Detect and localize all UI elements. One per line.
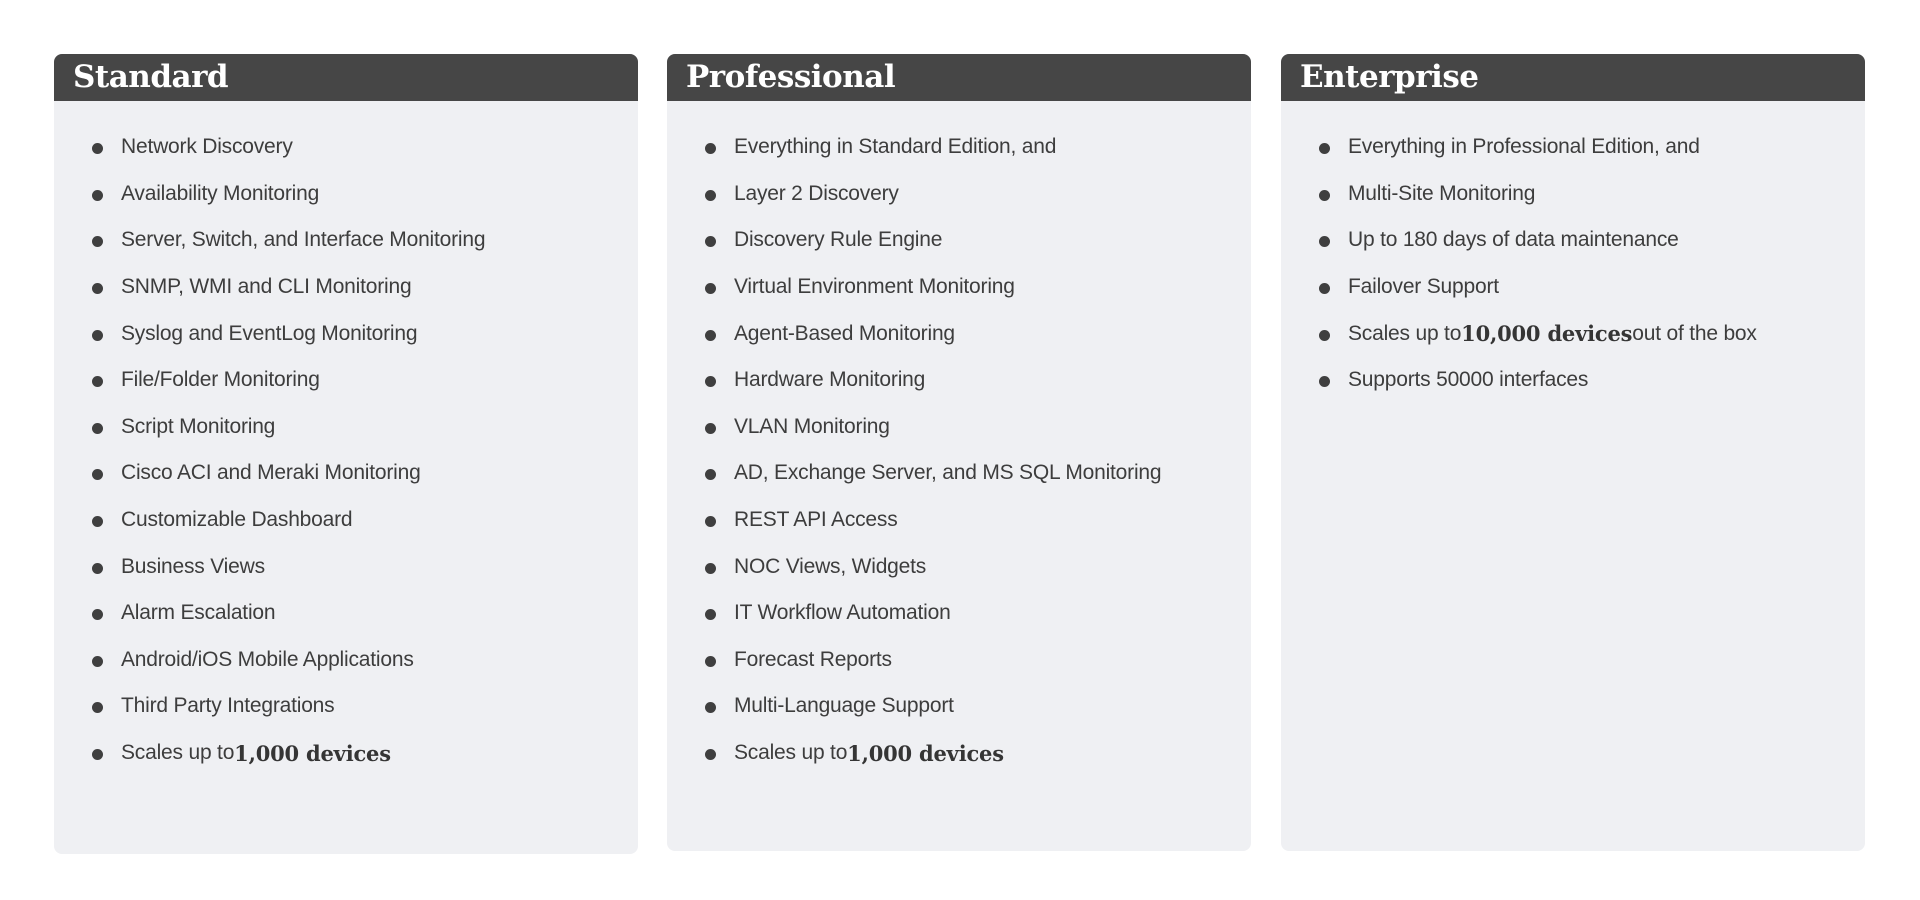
feature-text: Failover Support	[1348, 275, 1499, 299]
feature-text: Availability Monitoring	[121, 181, 320, 205]
feature-item	[92, 357, 638, 404]
feature-item	[705, 683, 1251, 730]
bullet-icon	[92, 702, 103, 713]
bullet-icon	[705, 656, 716, 667]
bullet-icon	[92, 469, 103, 480]
bullet-icon	[92, 656, 103, 667]
feature-item	[1319, 310, 1865, 357]
feature-item	[1319, 357, 1865, 404]
plan-header	[667, 54, 1251, 101]
bullet-icon	[705, 190, 716, 201]
feature-text: Third Party Integrations	[121, 694, 335, 718]
feature-list	[54, 101, 638, 776]
bullet-icon	[705, 330, 716, 341]
feature-text: SNMP, WMI and CLI Monitoring	[121, 275, 412, 299]
feature-item	[92, 543, 638, 590]
plan-card-professional	[667, 54, 1251, 851]
bullet-icon	[1319, 283, 1330, 294]
bullet-icon	[1319, 143, 1330, 154]
bullet-icon	[705, 749, 716, 760]
bullet-icon	[705, 143, 716, 154]
feature-text: REST API Access	[734, 508, 898, 532]
feature-text: Everything in Professional Edition, and	[1348, 135, 1700, 159]
plan-title: Professional	[686, 59, 896, 95]
feature-item	[705, 543, 1251, 590]
bullet-icon	[92, 563, 103, 574]
plan-header	[54, 54, 638, 101]
feature-text: File/Folder Monitoring	[121, 368, 320, 392]
bullet-icon	[92, 749, 103, 760]
bullet-icon	[705, 516, 716, 527]
feature-text: Up to 180 days of data maintenance	[1348, 228, 1679, 252]
feature-text: Scales up to	[121, 741, 235, 765]
feature-text: Hardware Monitoring	[734, 368, 926, 392]
feature-text: Cisco ACI and Meraki Monitoring	[121, 461, 421, 485]
bullet-icon	[92, 516, 103, 527]
feature-item	[92, 590, 638, 637]
feature-highlight: 1,000 devices	[234, 740, 391, 766]
feature-text: Network Discovery	[121, 135, 293, 159]
feature-text: Layer 2 Discovery	[734, 181, 899, 205]
feature-item	[92, 217, 638, 264]
bullet-icon	[92, 143, 103, 154]
feature-text: Scales up to	[734, 741, 848, 765]
feature-item	[705, 357, 1251, 404]
feature-item	[1319, 217, 1865, 264]
feature-text-suffix: out of the box	[1632, 321, 1757, 345]
bullet-icon	[705, 423, 716, 434]
feature-text: Supports 50000 interfaces	[1348, 368, 1589, 392]
bullet-icon	[92, 376, 103, 387]
feature-item	[705, 217, 1251, 264]
bullet-icon	[705, 376, 716, 387]
feature-text: Scales up to	[1348, 321, 1462, 345]
bullet-icon	[1319, 236, 1330, 247]
feature-highlight: 10,000 devices	[1461, 321, 1633, 347]
feature-text: Syslog and EventLog Monitoring	[121, 321, 418, 345]
bullet-icon	[92, 423, 103, 434]
feature-text: VLAN Monitoring	[734, 414, 890, 438]
feature-item	[92, 124, 638, 171]
feature-text: Forecast Reports	[734, 647, 892, 671]
feature-item	[92, 264, 638, 311]
feature-item	[705, 264, 1251, 311]
feature-item	[705, 124, 1251, 171]
feature-text: IT Workflow Automation	[734, 601, 951, 625]
bullet-icon	[92, 283, 103, 294]
feature-text: Virtual Environment Monitoring	[734, 275, 1015, 299]
feature-item	[705, 590, 1251, 637]
feature-item	[705, 497, 1251, 544]
bullet-icon	[92, 330, 103, 341]
bullet-icon	[705, 702, 716, 713]
bullet-icon	[92, 609, 103, 620]
feature-text: NOC Views, Widgets	[734, 554, 927, 578]
plan-card-enterprise	[1281, 54, 1865, 851]
feature-item	[705, 730, 1251, 777]
bullet-icon	[705, 236, 716, 247]
feature-item	[92, 730, 638, 777]
feature-item	[92, 497, 638, 544]
feature-item	[92, 171, 638, 218]
feature-item	[92, 683, 638, 730]
feature-item	[92, 310, 638, 357]
feature-highlight: 1,000 devices	[847, 740, 1004, 766]
bullet-icon	[1319, 330, 1330, 341]
feature-item	[92, 404, 638, 451]
feature-text: Alarm Escalation	[121, 601, 276, 625]
plan-header	[1281, 54, 1865, 101]
feature-item	[1319, 171, 1865, 218]
feature-item	[705, 404, 1251, 451]
bullet-icon	[705, 469, 716, 480]
feature-item	[705, 171, 1251, 218]
bullet-icon	[92, 190, 103, 201]
bullet-icon	[705, 283, 716, 294]
plan-card-standard	[54, 54, 638, 854]
feature-list	[667, 101, 1251, 776]
bullet-icon	[92, 236, 103, 247]
feature-text: Everything in Standard Edition, and	[734, 135, 1057, 159]
feature-text: AD, Exchange Server, and MS SQL Monitoring	[734, 461, 1162, 485]
feature-item	[1319, 264, 1865, 311]
feature-text: Customizable Dashboard	[121, 508, 353, 532]
plan-title: Enterprise	[1300, 59, 1479, 95]
feature-item	[92, 637, 638, 684]
feature-text: Server, Switch, and Interface Monitoring	[121, 228, 486, 252]
feature-text: Business Views	[121, 554, 265, 578]
feature-item	[705, 637, 1251, 684]
feature-list	[1281, 101, 1865, 404]
plan-comparison	[54, 54, 1866, 854]
feature-text: Android/iOS Mobile Applications	[121, 647, 414, 671]
feature-text: Multi-Site Monitoring	[1348, 181, 1536, 205]
feature-item	[705, 450, 1251, 497]
feature-text: Multi-Language Support	[734, 694, 954, 718]
bullet-icon	[705, 563, 716, 574]
bullet-icon	[1319, 376, 1330, 387]
feature-item	[92, 450, 638, 497]
feature-text: Discovery Rule Engine	[734, 228, 943, 252]
bullet-icon	[1319, 190, 1330, 201]
feature-item	[1319, 124, 1865, 171]
bullet-icon	[705, 609, 716, 620]
feature-text: Agent-Based Monitoring	[734, 321, 955, 345]
feature-text: Script Monitoring	[121, 414, 276, 438]
plan-title: Standard	[73, 59, 229, 95]
feature-item	[705, 310, 1251, 357]
